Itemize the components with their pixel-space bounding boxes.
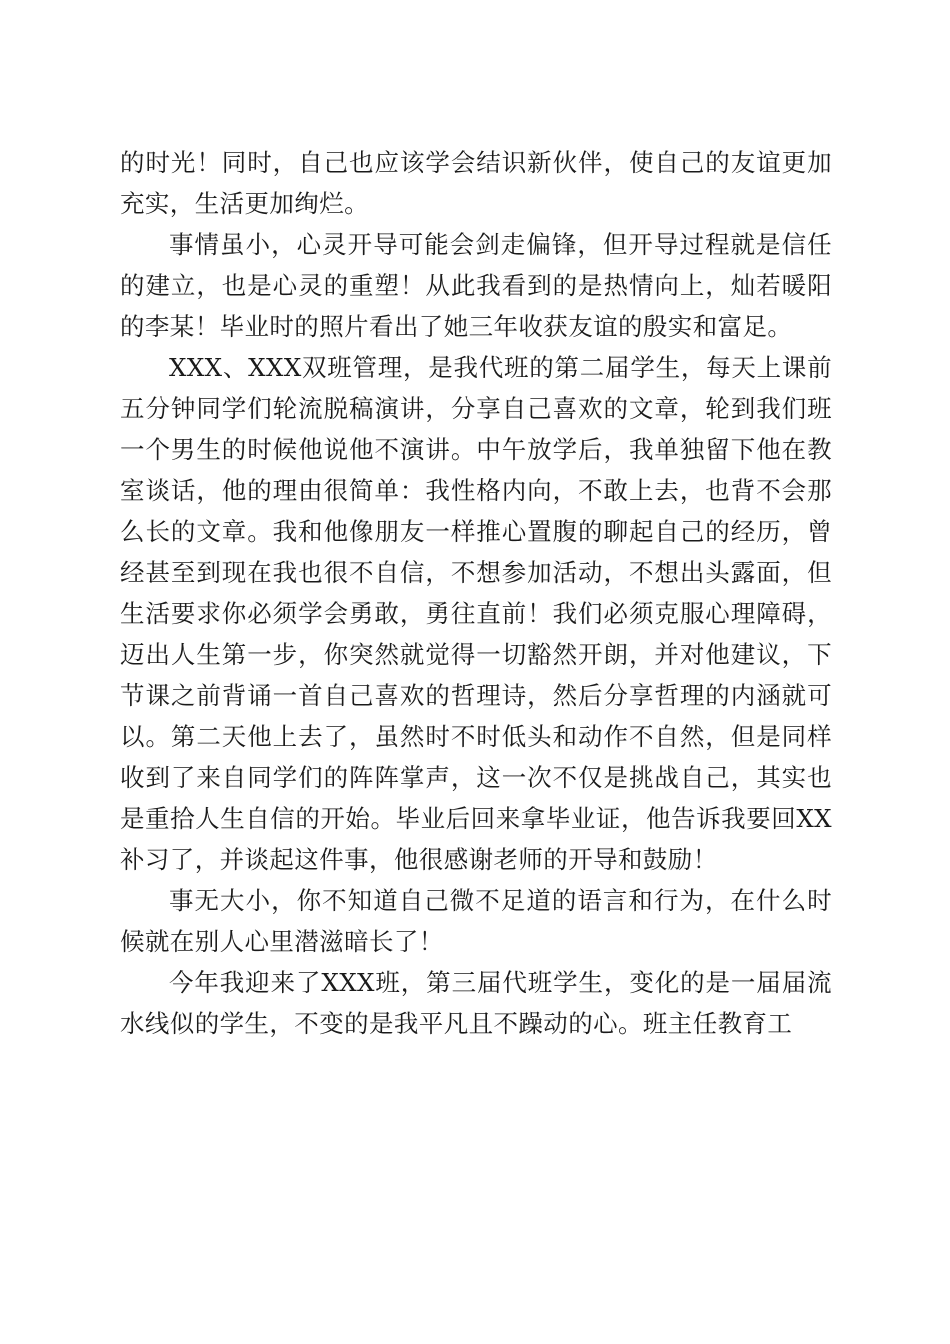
paragraph-3: XXX、XXX双班管理，是我代班的第二届学生，每天上课前五分钟同学们轮流脱稿演讲，分享自己喜欢的文章，轮到我们班一个男生的时候他说他不演讲。中午放学后，我单独留下他在教室谈话，他的理由很简单：我性格内向，不敢上去，也背不会那么长的文章。我和他像朋友一样推心置腹的聊起自己的经历，曾经甚至到现在我也很不自信，不想参加活动，不想出头露面，但生活要求你必须学会勇敢，勇往直前！我们必须克服心理障碍，迈出人生第一步，你突然就觉得一切豁然开朗，并对他建议，下节课之前背诵一首自己喜欢的哲理诗，然后分享哲理的内涵就可以。第二天他上去了，虽然时不时低头和动作不自然，但是同样收到了来自同学们的阵阵掌声，这一次不仅是挑战自己，其实也是重拾人生自信的开始。毕业后回来拿毕业证，他告诉我要回XX补习了，并谈起这件事，他很感谢老师的开导和鼓励！ xyxy=(120,353,832,874)
paragraph-5: 今年我迎来了XXX班，第三届代班学生，变化的是一届届流水线似的学生，不变的是我平凡且不躁动的心。班主任教育工 xyxy=(120,968,832,1038)
paragraph-4: 事无大小，你不知道自己微不足道的语言和行为，在什么时候就在别人心里潜滋暗长了！ xyxy=(120,886,832,956)
paragraph-1: 的时光！同时，自己也应该学会结识新伙伴，使自己的友谊更加充实，生活更加绚烂。 xyxy=(120,148,832,218)
paragraph-2: 事情虽小，心灵开导可能会剑走偏锋，但开导过程就是信任的建立，也是心灵的重塑！从此我看到的是热情向上，灿若暖阳的李某！毕业时的照片看出了她三年收获友谊的殷实和富足。 xyxy=(120,230,832,341)
document-body xyxy=(120,142,832,1044)
